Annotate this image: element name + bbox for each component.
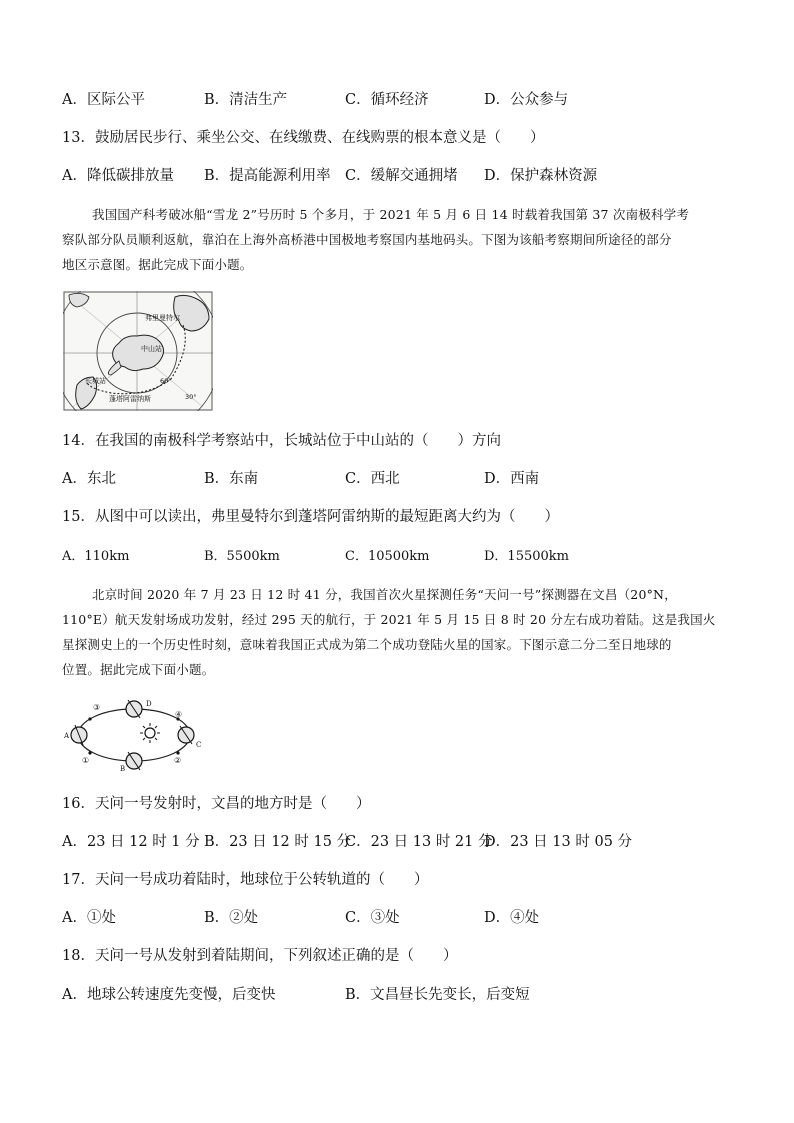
label-lat30: 30° xyxy=(185,393,197,401)
q17-option-b: B．②处 xyxy=(204,910,259,926)
label-changcheng: 长城站 xyxy=(85,377,106,385)
q16-option-b: B．23 日 12 时 15 分 xyxy=(204,834,352,850)
passage1-line-2: 察队部分队员顺利返航，靠泊在上海外高桥港中国极地考察国内基地码头。下图为该船考察期间所途径的部分 xyxy=(62,232,672,247)
orbit-label-3: ③ xyxy=(93,703,101,712)
q13-option-a: A．降低碳排放量 xyxy=(62,168,174,184)
label-punta: 蓬塔阿雷纳斯 xyxy=(109,395,151,403)
orbit-label-2: ② xyxy=(174,756,182,765)
q16-stem: 16．天问一号发射时，文昌的地方时是（ ） xyxy=(62,796,371,812)
q14-option-d: D．西南 xyxy=(484,471,540,487)
q12-option-d: D．公众参与 xyxy=(484,92,569,108)
q15-stem: 15．从图中可以读出，弗里曼特尔到蓬塔阿雷纳斯的最短距离大约为（ ） xyxy=(62,509,559,525)
q17-option-c: C．③处 xyxy=(345,910,400,926)
q16-option-d: D．23 日 13 时 05 分 xyxy=(484,834,633,850)
q14-option-a: A．东北 xyxy=(62,471,116,487)
earth-orbit-diagram xyxy=(62,697,207,777)
passage1-line-1: 我国国产科考破冰船“雪龙 2”号历时 5 个多月，于 2021 年 5 月 6 日 14 时载着我国第 37 次南极科学考 xyxy=(92,207,690,222)
orbit-label-c: C xyxy=(196,741,202,749)
earth-position-c xyxy=(178,726,194,744)
passage1-line-3: 地区示意图。据此完成下面小题。 xyxy=(62,257,253,272)
q13-option-c: C．缓解交通拥堵 xyxy=(345,168,458,184)
q15-option-c: C．10500km xyxy=(345,549,430,564)
q18-stem: 18．天问一号从发射到着陆期间，下列叙述正确的是（ ） xyxy=(62,948,458,964)
q13-stem: 13．鼓励居民步行、乘坐公交、在线缴费、在线购票的根本意义是（ ） xyxy=(62,130,545,146)
q17-option-d: D．④处 xyxy=(484,910,540,926)
antarctic-map xyxy=(63,291,213,411)
orbit-label-4: ④ xyxy=(175,710,183,719)
q15-option-b: B．5500km xyxy=(204,549,280,564)
label-fremantle: 弗里曼特尔 xyxy=(145,314,180,322)
label-lat60: 60° xyxy=(160,377,172,385)
q13-option-b: B．提高能源利用率 xyxy=(204,168,331,184)
q16-option-a: A．23 日 12 时 1 分 xyxy=(62,834,200,850)
q15-option-d: D．15500km xyxy=(484,549,569,564)
earth-position-a xyxy=(71,725,87,745)
q18-option-b: B．文昌昼长先变长，后变短 xyxy=(345,987,530,1003)
passage2-line-3: 星探测史上的一个历史性时刻，意味着我国正式成为第二个成功登陆火星的国家。下图示意二分二至日地球的 xyxy=(62,637,672,652)
q17-option-a: A．①处 xyxy=(62,910,116,926)
orbit-label-a: A xyxy=(64,732,70,740)
q17-stem: 17．天问一号成功着陆时，地球位于公转轨道的（ ） xyxy=(62,872,429,888)
q14-stem: 14．在我国的南极科学考察站中，长城站位于中山站的（ ）方向 xyxy=(62,433,501,449)
passage2-line-2: 110°E）航天发射场成功发射，经过 295 天的航行，于 2021 年 5 月 15 日 8 时 20 分左右成功着陆。这是我国火 xyxy=(62,612,716,627)
passage2-line-1: 北京时间 2020 年 7 月 23 日 12 时 41 分，我国首次火星探测任务“天问一号”探测器在文昌（20°N， xyxy=(92,587,677,602)
q14-option-c: C．西北 xyxy=(345,471,400,487)
label-zhongshan: 中山站 xyxy=(141,345,162,353)
q12-option-a: A．区际公平 xyxy=(62,92,145,108)
q12-option-b: B．清洁生产 xyxy=(204,92,288,108)
q14-option-b: B．东南 xyxy=(204,471,259,487)
q18-option-a: A．地球公转速度先变慢，后变快 xyxy=(62,987,276,1003)
passage2-line-4: 位置。据此完成下面小题。 xyxy=(62,662,215,677)
q13-option-d: D．保护森林资源 xyxy=(484,168,598,184)
earth-position-b xyxy=(126,752,142,770)
q16-option-c: C．23 日 13 时 21 分 xyxy=(345,834,493,850)
q12-option-c: C．循环经济 xyxy=(345,92,429,108)
sun-icon xyxy=(140,723,160,743)
q15-option-a: A．110km xyxy=(62,549,130,564)
orbit-label-1: ① xyxy=(82,756,90,765)
orbit-label-b: B xyxy=(120,765,126,773)
earth-position-d xyxy=(126,700,142,718)
orbit-label-d: D xyxy=(146,700,152,708)
